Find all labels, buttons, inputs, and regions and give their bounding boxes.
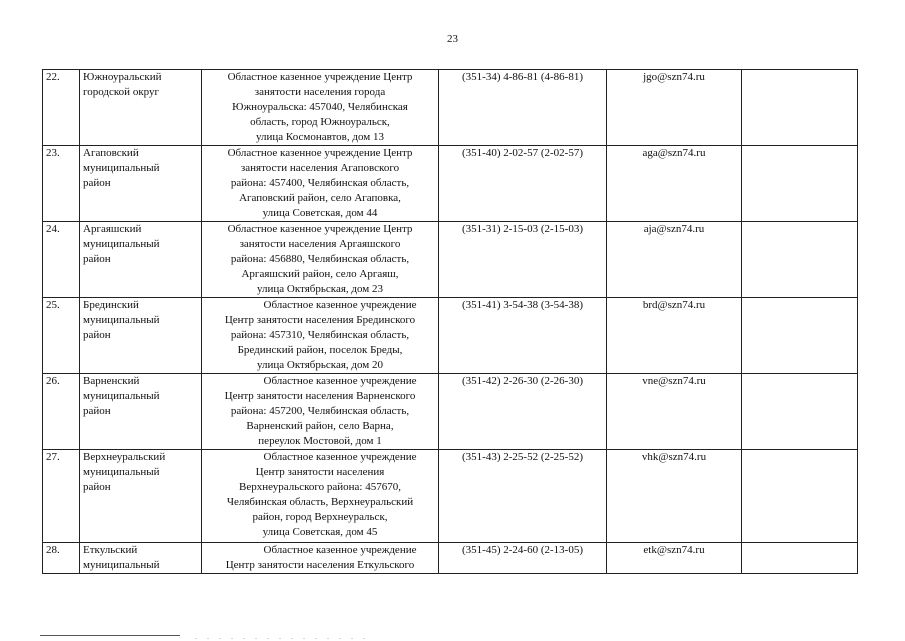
table-row: [43, 70, 858, 146]
address-line: Областное казенное учреждение Центр: [227, 71, 413, 83]
table-row: [43, 298, 858, 374]
row-number: 25.: [43, 298, 80, 374]
row-number: 22.: [43, 70, 80, 146]
district-line: муниципальный: [83, 238, 160, 250]
district-line: Брединский: [83, 299, 139, 311]
district-name: [80, 298, 202, 374]
district-line: Агаповский: [83, 147, 139, 159]
address-line: район, город Верхнеуральск,: [252, 511, 388, 523]
address-line: Центр занятости населения: [255, 466, 385, 478]
page-number: 23: [447, 33, 458, 45]
empty-cell: [742, 298, 858, 374]
email-address: vne@szn74.ru: [607, 374, 742, 450]
address-line: Аргаяшский район, село Аргаяш,: [241, 268, 399, 280]
address-line: района: 456880, Челябинская область,: [230, 253, 410, 265]
address-line: занятости населения Агаповского: [240, 162, 400, 174]
district-line: Южноуральский: [83, 71, 162, 83]
address-line: района: 457310, Челябинская область,: [230, 329, 410, 341]
address-line: область, город Южноуральск,: [250, 116, 390, 128]
address-line: переулок Мостовой, дом 1: [258, 435, 382, 447]
office-address: [202, 298, 439, 374]
empty-cell: [742, 70, 858, 146]
address-line: Областное казенное учреждение: [263, 544, 417, 556]
district-name: [80, 146, 202, 222]
district-line: муниципальный: [83, 466, 160, 478]
office-address: [202, 222, 439, 298]
address-line: Областное казенное учреждение: [263, 375, 417, 387]
table-row: [43, 146, 858, 222]
district-name: [80, 222, 202, 298]
district-line: Еткульский: [83, 544, 138, 556]
row-number: 23.: [43, 146, 80, 222]
district-line: район: [83, 253, 111, 265]
row-number: 28.: [43, 543, 80, 574]
district-line: район: [83, 329, 111, 341]
email-address: aga@szn74.ru: [607, 146, 742, 222]
phone-number: (351-45) 2-24-60 (2-13-05): [439, 543, 607, 574]
address-line: улица Октябрьская, дом 20: [257, 359, 383, 371]
district-line: городской округ: [83, 86, 160, 98]
phone-number: (351-40) 2-02-57 (2-02-57): [439, 146, 607, 222]
phone-number: (351-34) 4-86-81 (4-86-81): [439, 70, 607, 146]
address-line: Областное казенное учреждение: [263, 299, 417, 311]
office-address: [202, 543, 439, 574]
office-address: [202, 374, 439, 450]
row-number: 27.: [43, 450, 80, 543]
empty-cell: [742, 222, 858, 298]
phone-number: (351-43) 2-25-52 (2-25-52): [439, 450, 607, 543]
table-row: [43, 222, 858, 298]
district-name: [80, 70, 202, 146]
office-address: [202, 450, 439, 543]
address-line: занятости населения Аргаяшского: [239, 238, 401, 250]
office-address: [202, 146, 439, 222]
address-line: Центр занятости населения Варненского: [224, 390, 416, 402]
district-name: [80, 450, 202, 543]
district-line: Варненский: [83, 375, 140, 387]
address-line: Челябинская область, Верхнеуральский: [226, 496, 414, 508]
address-line: улица Советская, дом 45: [262, 526, 378, 538]
footnote-faint-marks: . . . . . . . . . . . . . . .: [195, 632, 369, 641]
address-line: Центр занятости населения Еткульского: [225, 559, 415, 571]
row-number: 26.: [43, 374, 80, 450]
address-line: Областное казенное учреждение: [263, 451, 417, 463]
address-line: Варненский район, село Варна,: [246, 420, 394, 432]
district-line: Аргаяшский: [83, 223, 142, 235]
empty-cell: [742, 374, 858, 450]
email-address: vhk@szn74.ru: [607, 450, 742, 543]
district-name: [80, 543, 202, 574]
address-line: Центр занятости населения Брединского: [224, 314, 416, 326]
table-row: [43, 543, 858, 574]
district-line: муниципальный: [83, 162, 160, 174]
address-line: района: 457200, Челябинская область,: [230, 405, 410, 417]
table-row: [43, 374, 858, 450]
district-line: муниципальный: [83, 390, 160, 402]
phone-number: (351-41) 3-54-38 (3-54-38): [439, 298, 607, 374]
phone-number: (351-31) 2-15-03 (2-15-03): [439, 222, 607, 298]
row-number: 24.: [43, 222, 80, 298]
district-line: район: [83, 177, 111, 189]
address-line: Брединский район, поселок Бреды,: [237, 344, 403, 356]
address-line: улица Советская, дом 44: [262, 207, 378, 219]
district-line: муниципальный: [83, 559, 160, 571]
district-line: район: [83, 405, 111, 417]
address-line: Южноуральска: 457040, Челябинская: [232, 101, 408, 113]
address-line: Областное казенное учреждение Центр: [227, 147, 413, 159]
phone-number: (351-42) 2-26-30 (2-26-30): [439, 374, 607, 450]
address-line: занятости населения города: [254, 86, 386, 98]
district-line: район: [83, 481, 111, 493]
address-line: улица Космонавтов, дом 13: [256, 131, 384, 143]
district-line: муниципальный: [83, 314, 160, 326]
email-address: jgo@szn74.ru: [607, 70, 742, 146]
empty-cell: [742, 146, 858, 222]
email-address: brd@szn74.ru: [607, 298, 742, 374]
empty-cell: [742, 450, 858, 543]
email-address: etk@szn74.ru: [607, 543, 742, 574]
address-line: Агаповский район, село Агаповка,: [239, 192, 401, 204]
footnote-separator: [40, 635, 180, 636]
district-line: Верхнеуральский: [83, 451, 166, 463]
table-row: [43, 450, 858, 543]
email-address: aja@szn74.ru: [607, 222, 742, 298]
empty-cell: [742, 543, 858, 574]
address-line: улица Октябрьская, дом 23: [257, 283, 383, 295]
address-line: района: 457400, Челябинская область,: [230, 177, 410, 189]
address-line: Верхнеуральского района: 457670,: [239, 481, 401, 493]
district-name: [80, 374, 202, 450]
employment-centers-table: [42, 69, 858, 574]
address-line: Областное казенное учреждение Центр: [227, 223, 413, 235]
office-address: [202, 70, 439, 146]
